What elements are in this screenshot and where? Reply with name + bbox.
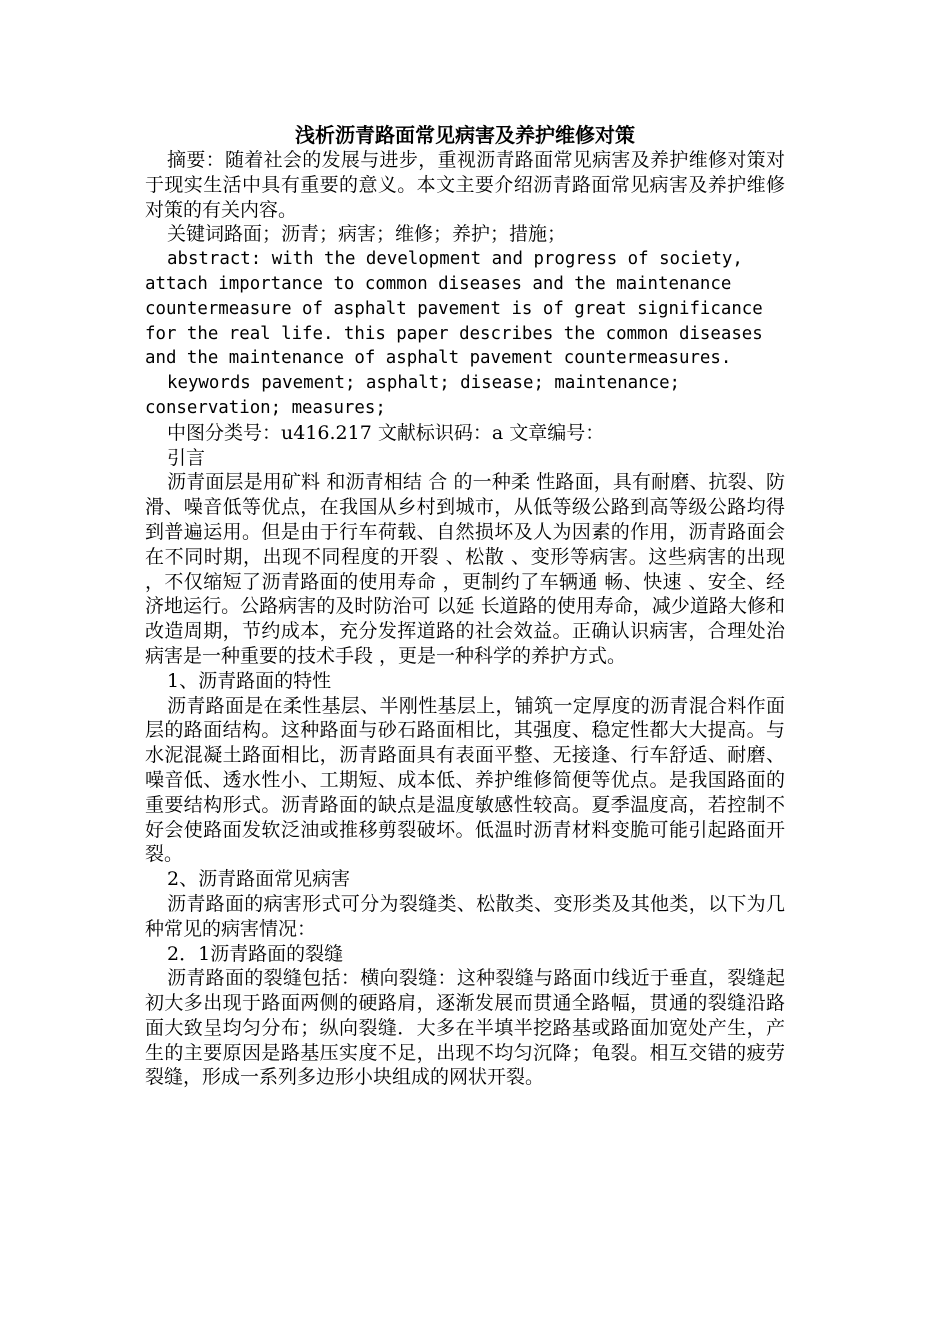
abstract-zh: 摘要：随着社会的发展与进步，重视沥青路面常见病害及养护维修对策对于现实生活中具有重要的意义。本文主要介绍沥青路面常见病害及养护维修对策的有关内容。: [145, 149, 785, 221]
section-1-heading: 1、沥青路面的特性: [167, 669, 332, 692]
section-2-paragraph: 沥青路面的病害形式可分为裂缝类、松散类、变形类及其他类，以下为几种常见的病害情况：: [145, 892, 785, 940]
classification-line: 中图分类号：u416.217 文献标识码：a 文章编号：: [167, 421, 605, 444]
intro-paragraph: 沥青面层是用矿料 和沥青相结 合 的一种柔 性路面，具有耐磨、抗裂、防滑、噪音低等优点，在我国从乡村到城市，从低等级公路到高等级公路均得到普遍运用。但是由于行车荷载、自然损坏及人为因素的作用，沥青路面会在不同时期，出现不同程度的开裂 、松散 、变形等病害。这些病害的出现 ，不仅缩短了沥青路面的使用寿命 ，更制约了车辆通 畅、快速 、安全、经济地运行。公路病害的及时防治可 以延 长道路的使用寿命，减少道路大修和改造周期，节约成本，充分发挥道路的社会效益。正确认识病害，合理处治病害是一种重要的技术手段 ，更是一种科学的养护方式。: [145, 471, 785, 667]
document-page: [145, 122, 785, 1090]
keywords-zh: 关键词路面；沥青；病害；维修；养护；措施；: [167, 223, 567, 246]
abstract-en: abstract: with the development and progress of society, attach importance to common diseases and the maintenance countermeasure of asphalt pavement is of great significance for the real life. this paper describes the common diseases and the maintenance of asphalt pavement countermeasures.: [145, 249, 763, 369]
document-title: 浅析沥青路面常见病害及养护维修对策: [295, 123, 635, 147]
section-2-1-paragraph: 沥青路面的裂缝包括：横向裂缝：这种裂缝与路面巾线近于垂直，裂缝起初大多出现于路面两侧的硬路肩，逐渐发展而贯通全路幅，贯通的裂缝沿路面大致呈均匀分布；纵向裂缝．大多在半填半挖路基或路面加宽处产生，产生的主要原因是路基压实度不足，出现不均匀沉降；龟裂。相互交错的疲劳裂缝，形成一系列多边形小块组成的网状开裂。: [145, 967, 785, 1089]
section-2-heading: 2、沥青路面常见病害: [167, 868, 351, 891]
section-1-paragraph: 沥青路面是在柔性基层、半刚性基层上，铺筑一定厚度的沥青混合料作面层的路面结构。这种路面与砂石路面相比，其强度、稳定性都大大提高。与水泥混凝土路面相比，沥青路面具有表面平整、无接逢、行车舒适、耐磨、噪音低、透水性小、工期短、成本低、养护维修简便等优点。是我国路面的重要结构形式。沥青路面的缺点是温度敏感性较高。夏季温度高，若控制不好会使路面发软泛油或推移剪裂破坏。低温时沥青材料变脆可能引起路面开裂。: [145, 694, 785, 866]
section-2-1-heading: 2．1沥青路面的裂缝: [167, 942, 344, 965]
keywords-en: keywords pavement; asphalt; disease; maintenance; conservation; measures;: [145, 373, 681, 418]
intro-heading: 引言: [167, 446, 206, 469]
